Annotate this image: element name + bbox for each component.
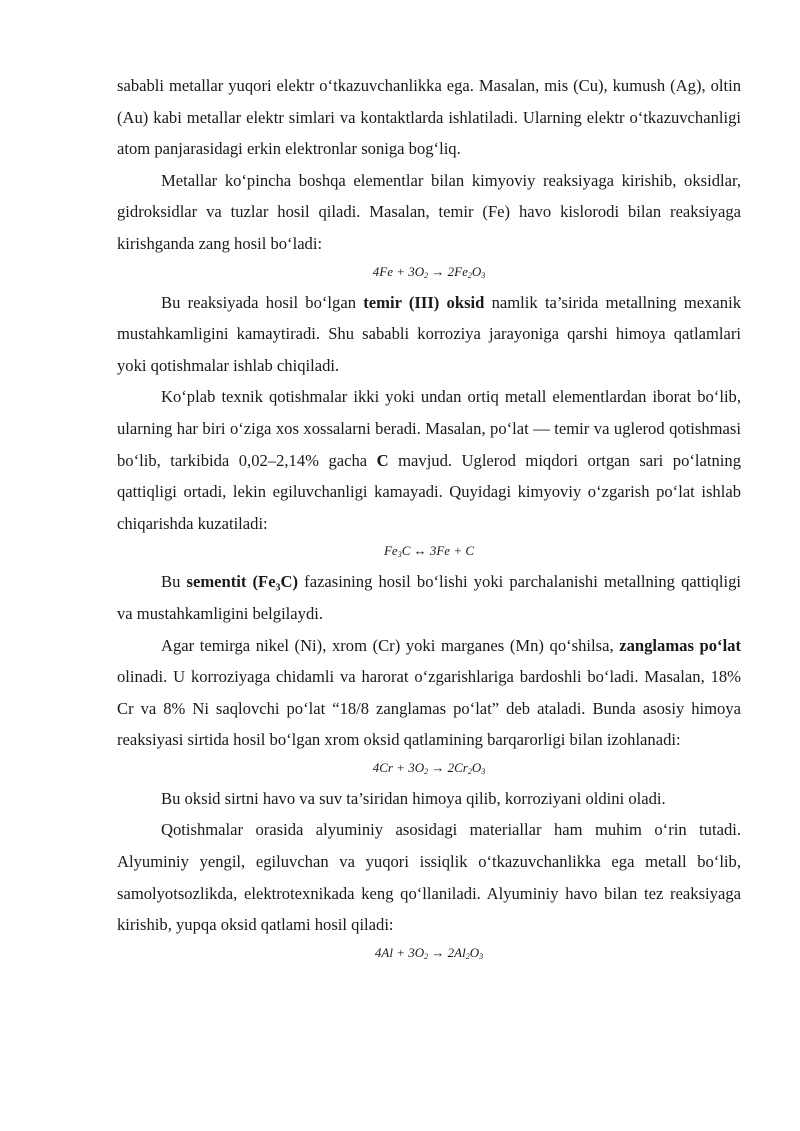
- paragraph-8: [117, 814, 741, 940]
- paragraph-2-text: Metallar ko‘pincha boshqa elementlar bilan kimyoviy reaksiyaga kirishib, oksidlar, gidroksidlar va tuzlar hosil qiladi. Masalan, temir (Fe) havo kislorodi bilan reaksiyaga kirishganda zang hosil bo‘ladi:: [117, 170, 741, 253]
- paragraph-2: [117, 165, 741, 260]
- paragraph-5: Bu sementit (Fe₃C) fazasining hosil bo‘lishi yoki parchalanishi metallning qattiqligi va mustahkamligini belgilaydi.: [117, 572, 741, 623]
- paragraph-6: Agar temirga nikel (Ni), xrom (Cr) yoki marganes (Mn) qo‘shilsa, zanglamas po‘lat olinadi. U korroziyaga chidamli va harorat o‘zgarishlariga bardoshli bo‘ladi. Masalan, 18% Cr va 8% Ni saqlovchi po‘lat “18/8 zanglamas po‘lat” deb ataladi. Bunda asosiy himoya reaksiyasi sirtida hosil bo‘lgan xrom oksid qatlamining barqarorligi bilan izohlanadi:: [117, 635, 741, 750]
- document-body: [117, 70, 741, 968]
- paragraph-1-text: sababli metallar yuqori elektr o‘tkazuvchanlikka ega. Masalan, mis (Cu), kumush (Ag), oltin (Au) kabi metallar elektr simlari va kontaktlarda ishlatiladi. Ularning elektr o‘tkazuvchanligi atom panjarasidagi erkin elektronlar soniga bog‘liq.: [117, 76, 741, 159]
- bold-term-stainless-steel: zanglamas po‘lat: [619, 635, 741, 655]
- bold-term-cementite: sementit (Fe₃C): [186, 572, 299, 592]
- equation-cementite: $Fe_3C$ ↔ 3Fe + C: [383, 543, 475, 560]
- paragraph-7: [117, 783, 741, 815]
- paragraph-1: [117, 70, 741, 165]
- equation-aluminium-oxidation: $4Al + 3O_2 \to 2Al_2O_3$: [374, 944, 484, 961]
- equation-chromium-oxidation: $4Cr + 3O_2 \to 2Cr_2O_3$: [372, 759, 486, 776]
- bold-term-iron-oxide: temir (III) oksid: [363, 292, 485, 312]
- equation-iron-oxidation: $4Fe + 3O_2 \to 2Fe_2O_3$: [372, 263, 486, 280]
- paragraph-8-text: Qotishmalar orasida alyuminiy asosidagi materiallar ham muhim o‘rin tutadi. Alyuminiy yengil, egiluvchan va yuqori issiqlik o‘tkazuvchanlikka ega metall bo‘lib, samolyotsozlikda, elektrotexnikada keng qo‘llaniladi. Alyuminiy havo bilan tez reaksiyaga kirishib, yupqa oksid qatlami hosil qiladi:: [117, 820, 741, 935]
- paragraph-7-text: Bu oksid sirtni havo va suv ta’siridan himoya qilib, korroziyani oldini oladi.: [161, 788, 666, 808]
- bold-term-carbon: C: [376, 450, 389, 470]
- paragraph-3: Bu reaksiyada hosil bo‘lgan temir (III) oksid namlik ta’sirida metallning mexanik mustahkamligini kamaytiradi. Shu sababli korroziya jarayoniga qarshi himoya qatlamlari yoki qotishmalar ishlab chiqiladi.: [117, 292, 741, 375]
- paragraph-4: Ko‘plab texnik qotishmalar ikki yoki undan ortiq metall elementlardan iborat bo‘lib, ularning har biri o‘ziga xos xossalarni beradi. Masalan, po‘lat — temir va uglerod qotishmasi bo‘lib, tarkibida 0,02–2,14% gacha C mavjud. Uglerod miqdori ortgan sari po‘latning qattiqligi ortadi, lekin egiluvchanligi kamayadi. Quyidagi kimyoviy o‘zgarish po‘lat ishlab chiqarishda kuzatiladi:: [117, 387, 741, 533]
